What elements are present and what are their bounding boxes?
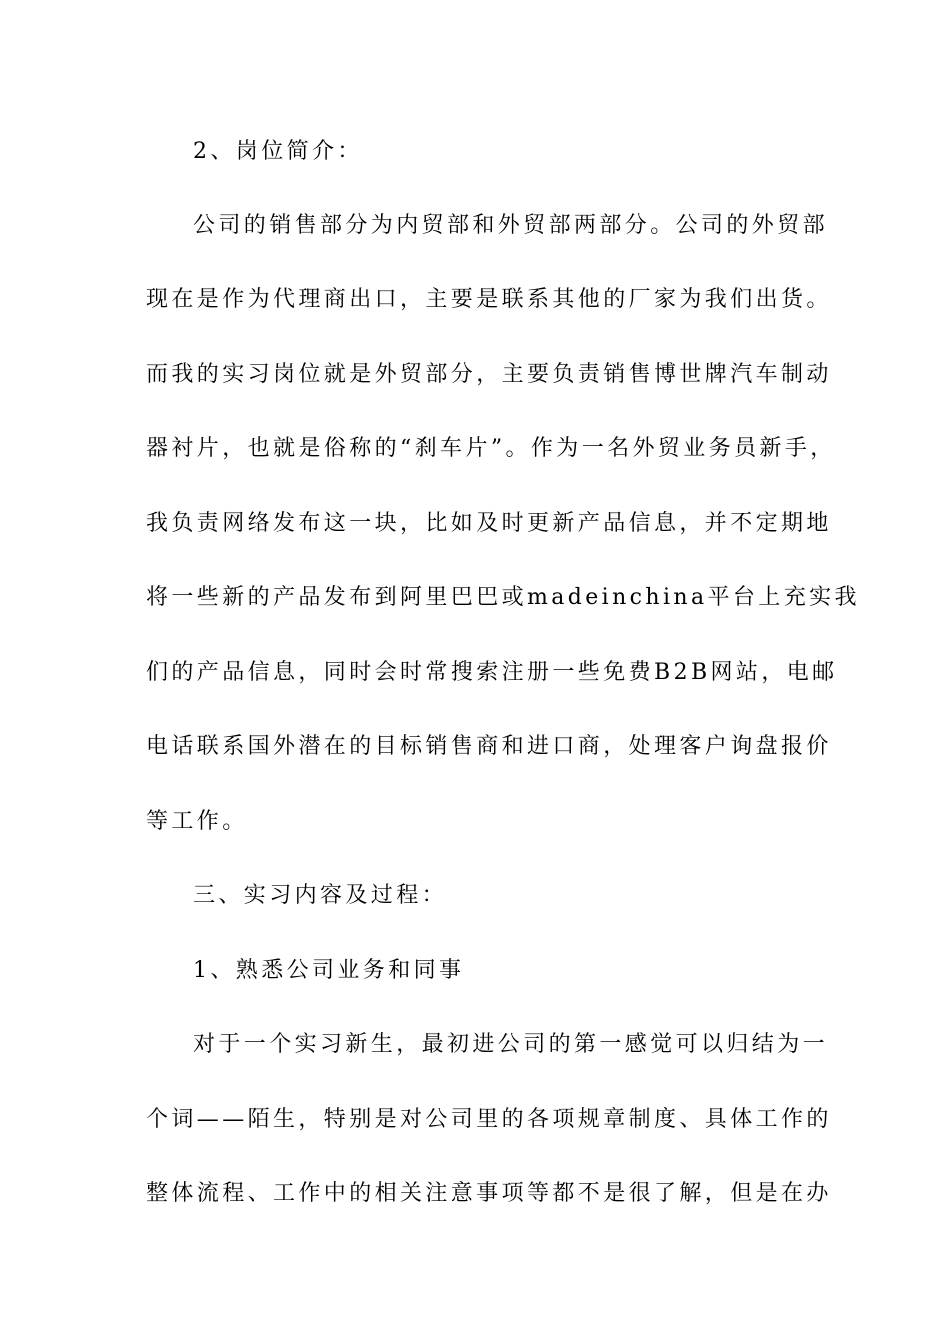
paragraph-line: 公司的销售部分为内贸部和外贸部两部分。公司的外贸部 <box>193 213 829 238</box>
paragraph-line: 电话联系国外潜在的目标销售商和进口商，处理客户询盘报价 <box>146 734 832 759</box>
paragraph-line: 个词——陌生，特别是对公司里的各项规章制度、具体工作的 <box>146 1107 832 1132</box>
heading-job-intro: 2、岗位简介： <box>193 139 363 164</box>
paragraph-line: 等工作。 <box>146 809 248 834</box>
paragraph-line: 对于一个实习新生，最初进公司的第一感觉可以归结为一 <box>193 1032 829 1057</box>
paragraph-line: 器衬片，也就是俗称的“刹车片”。作为一名外贸业务员新手， <box>146 436 836 461</box>
paragraph-line: 而我的实习岗位就是外贸部分，主要负责销售博世牌汽车制动 <box>146 362 832 387</box>
paragraph-line: 我负责网络发布这一块，比如及时更新产品信息，并不定期地 <box>146 511 832 536</box>
paragraph-line: 整体流程、工作中的相关注意事项等都不是很了解，但是在办 <box>146 1181 832 1206</box>
paragraph-line: 现在是作为代理商出口，主要是联系其他的厂家为我们出货。 <box>146 287 832 312</box>
subheading-familiarize: 1、熟悉公司业务和同事 <box>193 958 465 983</box>
paragraph-line: 们的产品信息，同时会时常搜索注册一些免费B2B网站，电邮 <box>146 660 838 685</box>
paragraph-line: 将一些新的产品发布到阿里巴巴或madeinchina平台上充实我 <box>146 585 860 610</box>
section-heading-internship-content: 三、实习内容及过程： <box>193 883 448 908</box>
